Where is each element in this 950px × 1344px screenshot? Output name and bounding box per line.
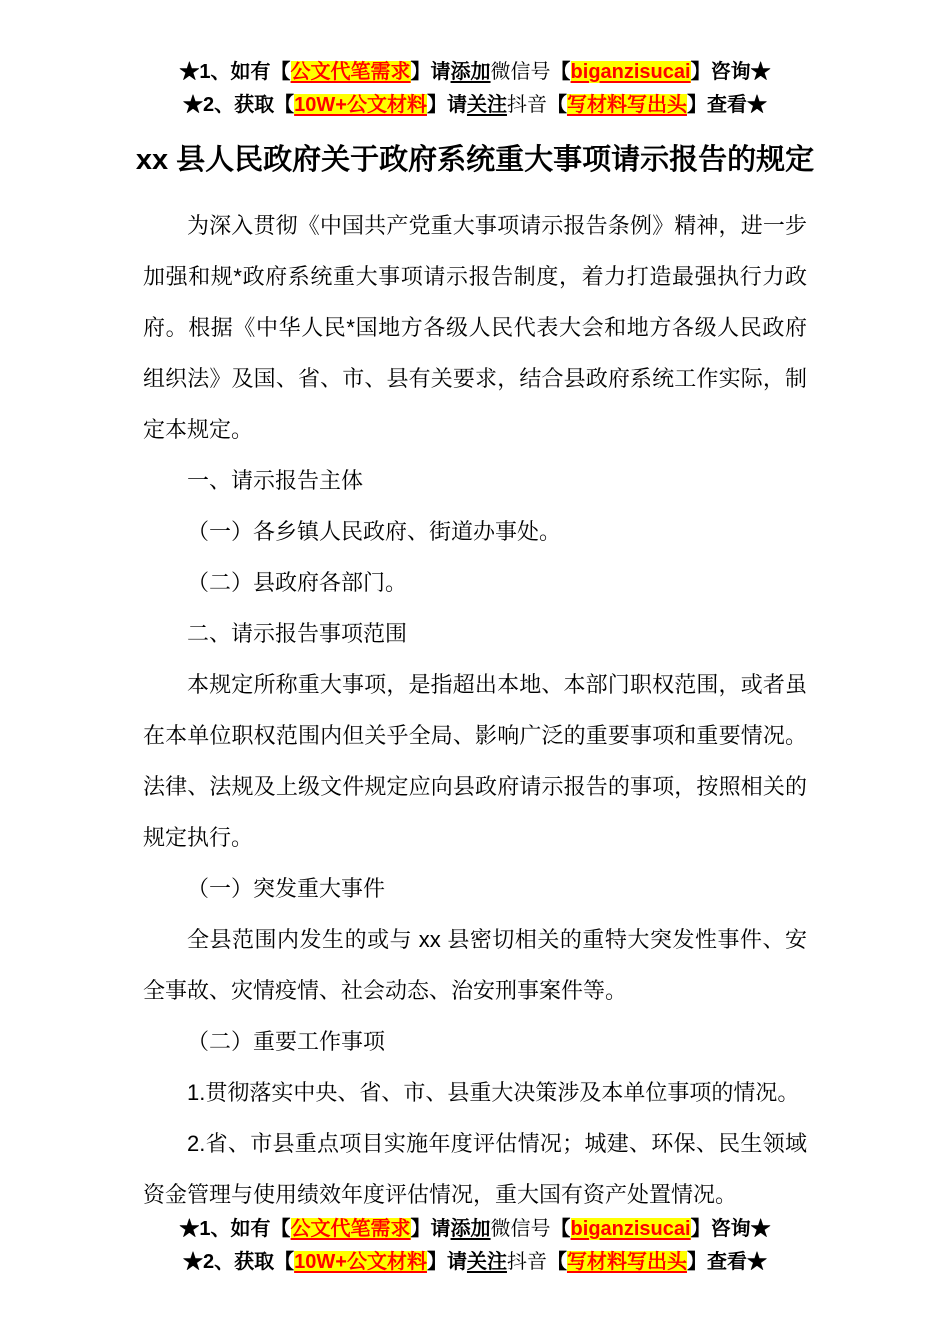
item-1-2: （二）县政府各部门。 xyxy=(187,570,408,595)
page-title: xx 县人民政府关于政府系统重大事项请示报告的规定 xyxy=(135,144,815,176)
banner-text: 】请 xyxy=(426,94,467,116)
item-1-1: （一）各乡镇人民政府、街道办事处。 xyxy=(187,519,562,544)
banner-highlight-douyin-id: 写材料写出头 xyxy=(566,1251,687,1273)
paragraph-scope-definition: 本规定所称重大事项，是指超出本地、本部门职权范围，或者虽在本单位职权范围内但关乎全局、影响广泛的重要事项和重要情况。法律、法规及上级文件规定应向县政府请示报告的事项，按照相关的规定执行。 xyxy=(143,672,807,850)
banner-underlined-add: 添加 xyxy=(450,1218,491,1240)
banner-highlight-wechat-id: biganzisucai xyxy=(570,1218,691,1240)
subheading-2-1: （一）突发重大事件 xyxy=(187,876,386,901)
banner-text: ★2、获取【 xyxy=(183,1251,295,1273)
banner-text: 【 xyxy=(550,61,571,83)
banner-text: ★1、如有【 xyxy=(179,61,291,83)
banner-text: 【 xyxy=(546,94,567,116)
banner-highlight-ghostwriting: 公文代笔需求 xyxy=(290,61,411,83)
promo-banner-bottom xyxy=(0,1213,950,1279)
paragraph-emergency-events: 全县范围内发生的或与 xx 县密切相关的重特大突发性事件、安全事故、灾情疫情、社会动态、治安刑事案件等。 xyxy=(143,927,807,1003)
item-2-2-1: 1.贯彻落实中央、省、市、县重大决策涉及本单位事项的情况。 xyxy=(187,1080,800,1105)
banner-text: 】查看★ xyxy=(686,94,767,116)
subheading-2-2: （二）重要工作事项 xyxy=(187,1029,386,1054)
banner-text: 】请 xyxy=(410,61,451,83)
banner-highlight-materials: 10W+公文材料 xyxy=(294,1251,427,1273)
banner-text: 【 xyxy=(550,1218,571,1240)
banner-highlight-materials: 10W+公文材料 xyxy=(294,94,427,116)
banner-underlined-follow: 关注 xyxy=(466,94,507,116)
promo-banner-top xyxy=(0,56,950,122)
banner-highlight-wechat-id: biganzisucai xyxy=(570,61,691,83)
banner-text-douyin: 抖音 xyxy=(506,94,547,116)
banner-highlight-douyin-id: 写材料写出头 xyxy=(566,94,687,116)
item-2-2-2: 2.省、市县重点项目实施年度评估情况；城建、环保、民生领域资金管理与使用绩效年度评估情况，重大国有资产处置情况。 xyxy=(143,1131,807,1207)
banner-text: 】查看★ xyxy=(686,1251,767,1273)
banner-text-douyin: 抖音 xyxy=(506,1251,547,1273)
banner-highlight-ghostwriting: 公文代笔需求 xyxy=(290,1218,411,1240)
banner-text: 【 xyxy=(546,1251,567,1273)
banner-text: 】请 xyxy=(426,1251,467,1273)
banner-underlined-follow: 关注 xyxy=(466,1251,507,1273)
banner-text: 】咨询★ xyxy=(690,1218,771,1240)
banner-text: 】请 xyxy=(410,1218,451,1240)
banner-text: ★1、如有【 xyxy=(179,1218,291,1240)
heading-section-1: 一、请示报告主体 xyxy=(187,468,364,493)
promo-banner-bottom-line1 xyxy=(0,1213,950,1246)
heading-section-2: 二、请示报告事项范围 xyxy=(187,621,408,646)
promo-banner-top-line2 xyxy=(0,89,950,122)
promo-banner-bottom-line2 xyxy=(0,1246,950,1279)
banner-text-wechat: 微信号 xyxy=(490,1218,551,1240)
promo-banner-top-line1 xyxy=(0,56,950,89)
document-body xyxy=(143,200,807,1220)
banner-text: 】咨询★ xyxy=(690,61,771,83)
banner-text: ★2、获取【 xyxy=(183,94,295,116)
paragraph-preamble: 为深入贯彻《中国共产党重大事项请示报告条例》精神，进一步加强和规*政府系统重大事项请示报告制度，着力打造最强执行力政府。根据《中华人民*国地方各级人民代表大会和地方各级人民政府组织法》及国、省、市、县有关要求，结合县政府系统工作实际，制定本规定。 xyxy=(143,213,807,442)
banner-underlined-add: 添加 xyxy=(450,61,491,83)
banner-text-wechat: 微信号 xyxy=(490,61,551,83)
